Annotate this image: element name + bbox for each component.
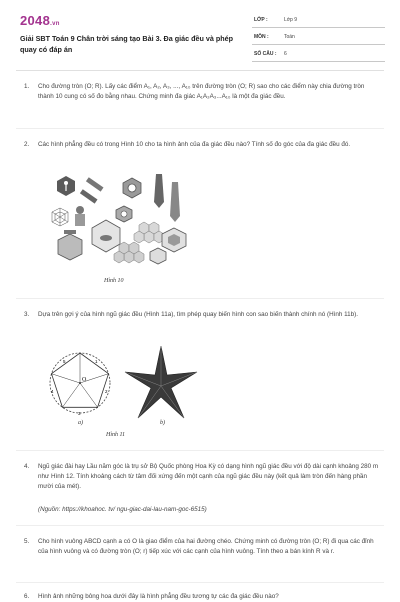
source-note-text[interactable]: (Nguồn: https://khoahoc. tv/ ngu-giac-dai-lau-nam-goc-6515) bbox=[38, 506, 207, 513]
necktie-icon bbox=[154, 174, 180, 222]
question-3 bbox=[24, 310, 380, 320]
boy-icon bbox=[75, 206, 85, 226]
question-number: 3. bbox=[24, 311, 30, 318]
meta-row-class bbox=[252, 14, 385, 28]
hex-bolt-icon bbox=[116, 206, 132, 222]
question-1 bbox=[24, 82, 380, 102]
figure-10-caption: Hình 10 bbox=[104, 278, 124, 284]
question-text: Các hình phẳng đều có trong Hình 10 cho ta hình ảnh của đa giác đều nào? Tính số đo góc của đa giác đều đó. bbox=[38, 141, 351, 148]
meta-value: Toán bbox=[284, 34, 295, 40]
question-number: 5. bbox=[24, 538, 30, 545]
pentagon-number: 2 bbox=[105, 389, 108, 394]
question-text: Cho hình vuông ABCD cạnh a có O là giao điểm của hai đường chéo. Chứng minh có đường tròn (O; R) đi qua các đỉnh của hình vuông và có đường tròn (O; r) tiếp xúc với các cạnh của hình vuông. Tính theo a bán kính R và r. bbox=[38, 538, 374, 555]
hexagon-box-icon bbox=[162, 228, 186, 252]
divider bbox=[16, 298, 384, 299]
star-ridges bbox=[125, 346, 197, 418]
figure-11a-label: a) bbox=[78, 420, 83, 426]
meta-row-count bbox=[252, 48, 385, 62]
figure-11-caption: Hình 11 bbox=[106, 432, 126, 438]
spider-web-icon bbox=[52, 208, 68, 226]
meta-table bbox=[252, 14, 385, 65]
pentagon-number: 3 bbox=[78, 411, 81, 416]
pentagon-number: 5 bbox=[63, 359, 66, 364]
question-text: Hình ảnh những bông hoa dưới đây là hình phẳng đều tương tự các đa giác đều nào? bbox=[38, 593, 279, 600]
question-number: 1. bbox=[24, 83, 30, 90]
hex-tile-icon bbox=[150, 248, 166, 264]
question-number: 4. bbox=[24, 463, 30, 470]
question-text: Ngũ giác đài hay Lầu năm góc là trụ sở Bộ Quốc phòng Hoa Kỳ có dạng hình ngũ giác đều với độ dài cạnh khoảng 280 m như Hình 12. Tính khoảng cách từ tâm đối xứng đến một cạnh của ngũ giác đều này (kết quả làm tròn đến hàng phần mười của mét). bbox=[38, 463, 379, 490]
question-text: Cho đường tròn (O; R). Lấy các điểm A₁, A₂, A₃, ..., A₁₀ trên đường tròn (O; R) sao cho các điểm này chia đường tròn thành 10 cung có số đo bằng nhau. Chứng minh đa giác A₁A₂A₃...A₁₀ là một đa giác đều. bbox=[38, 83, 365, 100]
honeycomb-icon bbox=[134, 222, 164, 243]
meta-key: SỐ CÂU : bbox=[254, 51, 277, 57]
pencil-icon bbox=[80, 177, 104, 203]
figure-11a bbox=[40, 345, 120, 425]
question-6 bbox=[24, 592, 380, 602]
meta-key: MÔN : bbox=[254, 34, 269, 40]
meta-value: Lớp 9 bbox=[284, 17, 298, 23]
question-5 bbox=[24, 537, 380, 557]
question-text: Dựa trên gợi ý của hình ngũ giác đều (Hình 11a), tìm phép quay biến hình con sao biến thành chính nó (Hình 11b). bbox=[38, 311, 359, 318]
divider bbox=[16, 450, 384, 451]
header-divider bbox=[16, 70, 384, 71]
meta-value: 6 bbox=[284, 51, 287, 57]
question-4 bbox=[24, 462, 380, 492]
meta-key: LỚP : bbox=[254, 17, 268, 23]
jar-icon bbox=[58, 230, 82, 260]
source-note bbox=[24, 505, 380, 515]
center-label: O bbox=[82, 377, 87, 383]
divider bbox=[16, 582, 384, 583]
document-title: Giải SBT Toán 9 Chân trời sáng tạo Bài 3. Đa giác đều và phép quay có đáp án bbox=[20, 34, 234, 54]
meta-row-subject bbox=[252, 31, 385, 45]
question-number: 2. bbox=[24, 141, 30, 148]
figure-11b bbox=[120, 343, 202, 425]
pentagon-number: 1 bbox=[95, 359, 98, 364]
page-header bbox=[0, 0, 400, 68]
question-2 bbox=[24, 140, 380, 150]
fish-tank-icon bbox=[92, 220, 120, 252]
question-number: 6. bbox=[24, 593, 30, 600]
divider bbox=[16, 525, 384, 526]
site-logo[interactable]: 2048.vn bbox=[20, 13, 60, 28]
figure-10 bbox=[48, 172, 198, 278]
hexagon-sign-icon bbox=[57, 176, 75, 196]
center-point bbox=[79, 382, 81, 384]
figure-11b-label: b) bbox=[160, 420, 165, 426]
hex-nut-icon bbox=[123, 178, 141, 198]
pentagon-number: 4 bbox=[51, 389, 54, 394]
divider bbox=[16, 128, 384, 129]
